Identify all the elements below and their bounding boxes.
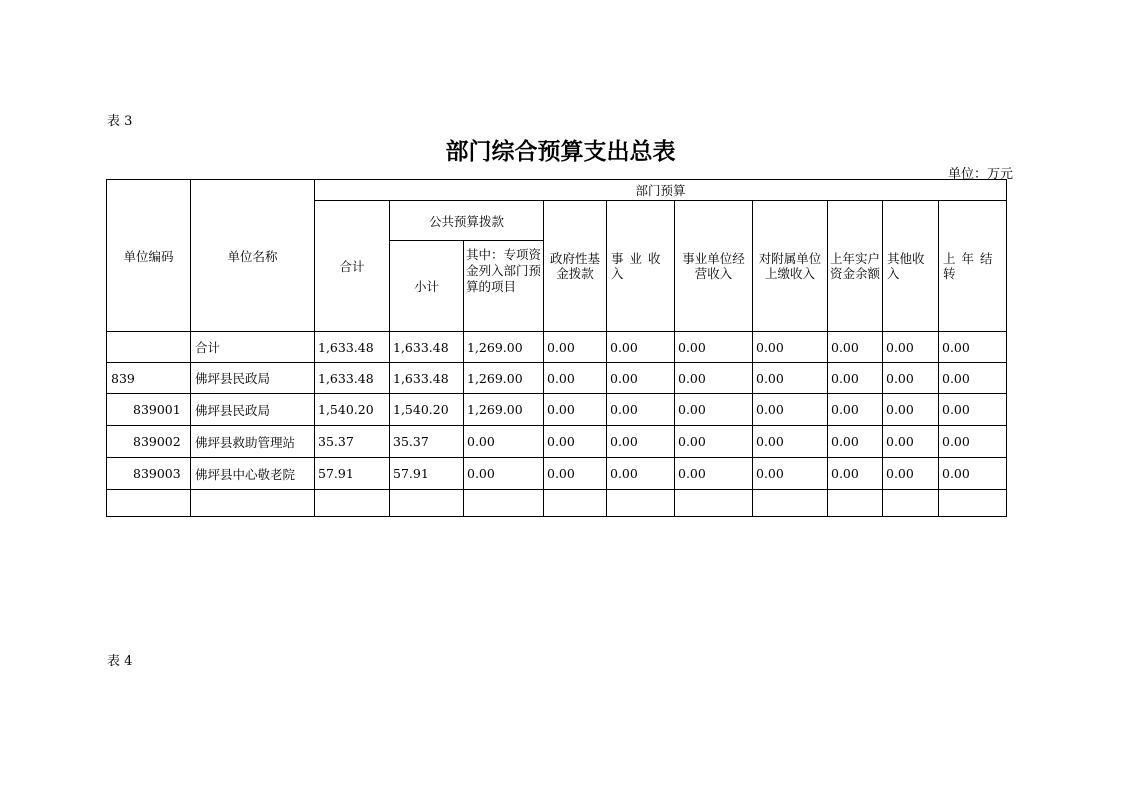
cell-other: 0.00 [883, 332, 939, 363]
cell-total: 1,633.48 [315, 363, 390, 394]
header-business-income: 事业收入 [607, 201, 675, 332]
cell-total: 57.91 [315, 458, 390, 490]
cell-subordinate: 0.00 [753, 332, 828, 363]
cell-unit-name: 佛坪县民政局 [191, 394, 315, 426]
cell-business: 0.00 [607, 394, 675, 426]
cell-gov-fund: 0.00 [544, 458, 607, 490]
cell-other: 0.00 [883, 426, 939, 458]
cell-unit-code [107, 332, 191, 363]
header-total: 合计 [315, 201, 390, 332]
cell-business: 0.00 [607, 458, 675, 490]
table-row [107, 426, 1007, 458]
cell-subordinate: 0.00 [753, 458, 828, 490]
cell-total: 35.37 [315, 426, 390, 458]
cell-balance: 0.00 [828, 394, 883, 426]
table-row [107, 363, 1007, 394]
cell-gov-fund: 0.00 [544, 394, 607, 426]
cell-operating: 0.00 [675, 363, 753, 394]
cell-special: 0.00 [464, 426, 544, 458]
cell-total: 1,633.48 [315, 332, 390, 363]
table-row-empty [107, 490, 1007, 517]
cell-total: 1,540.20 [315, 394, 390, 426]
cell-other: 0.00 [883, 363, 939, 394]
table-row [107, 332, 1007, 363]
cell-subtotal: 1,633.48 [390, 363, 464, 394]
table-label-3: 表 3 [107, 114, 133, 129]
cell-unit-name: 合计 [191, 332, 315, 363]
budget-table [106, 179, 1007, 517]
header-subordinate-income: 对附属单位上缴收入 [753, 201, 828, 332]
cell-subtotal: 1,633.48 [390, 332, 464, 363]
table-row [107, 394, 1007, 426]
cell-special: 1,269.00 [464, 363, 544, 394]
cell-carryover: 0.00 [939, 363, 1007, 394]
cell-unit-name: 佛坪县救助管理站 [191, 426, 315, 458]
cell-unit-name: 佛坪县中心敬老院 [191, 458, 315, 490]
cell-subordinate: 0.00 [753, 426, 828, 458]
cell-subordinate: 0.00 [753, 394, 828, 426]
cell-balance: 0.00 [828, 426, 883, 458]
cell-operating: 0.00 [675, 332, 753, 363]
header-special-funds: 其中：专项资金列入部门预算的项目 [464, 241, 544, 332]
cell-gov-fund: 0.00 [544, 363, 607, 394]
cell-special: 0.00 [464, 458, 544, 490]
cell-operating: 0.00 [675, 426, 753, 458]
cell-business: 0.00 [607, 332, 675, 363]
page-title: 部门综合预算支出总表 [445, 138, 676, 165]
table-row [107, 458, 1007, 490]
header-public-allocation: 公共预算拨款 [390, 201, 544, 241]
header-prior-carryover: 上年结转 [939, 201, 1007, 332]
cell-unit-name: 佛坪县民政局 [191, 363, 315, 394]
header-prior-balance: 上年实户资金余额 [828, 201, 883, 332]
cell-carryover: 0.00 [939, 458, 1007, 490]
cell-unit-code: 839003 [107, 458, 191, 490]
header-operating-income: 事业单位经营收入 [675, 201, 753, 332]
cell-gov-fund: 0.00 [544, 426, 607, 458]
cell-operating: 0.00 [675, 458, 753, 490]
cell-carryover: 0.00 [939, 426, 1007, 458]
cell-unit-code: 839 [107, 363, 191, 394]
header-subtotal: 小计 [390, 241, 464, 332]
cell-unit-code: 839002 [107, 426, 191, 458]
unit-label: 单位：万元 [948, 167, 1014, 182]
cell-gov-fund: 0.00 [544, 332, 607, 363]
cell-special: 1,269.00 [464, 394, 544, 426]
cell-other: 0.00 [883, 458, 939, 490]
header-unit-name: 单位名称 [191, 180, 315, 332]
cell-subtotal: 57.91 [390, 458, 464, 490]
cell-unit-code: 839001 [107, 394, 191, 426]
cell-balance: 0.00 [828, 458, 883, 490]
header-gov-fund: 政府性基金拨款 [544, 201, 607, 332]
cell-carryover: 0.00 [939, 394, 1007, 426]
header-dept-budget: 部门预算 [315, 180, 1007, 201]
header-other-income: 其他收入 [883, 201, 939, 332]
cell-special: 1,269.00 [464, 332, 544, 363]
cell-operating: 0.00 [675, 394, 753, 426]
cell-balance: 0.00 [828, 363, 883, 394]
table-label-4: 表 4 [107, 654, 133, 669]
cell-business: 0.00 [607, 426, 675, 458]
header-unit-code: 单位编码 [107, 180, 191, 332]
cell-business: 0.00 [607, 363, 675, 394]
cell-subtotal: 1,540.20 [390, 394, 464, 426]
cell-other: 0.00 [883, 394, 939, 426]
cell-carryover: 0.00 [939, 332, 1007, 363]
cell-subtotal: 35.37 [390, 426, 464, 458]
cell-balance: 0.00 [828, 332, 883, 363]
cell-subordinate: 0.00 [753, 363, 828, 394]
